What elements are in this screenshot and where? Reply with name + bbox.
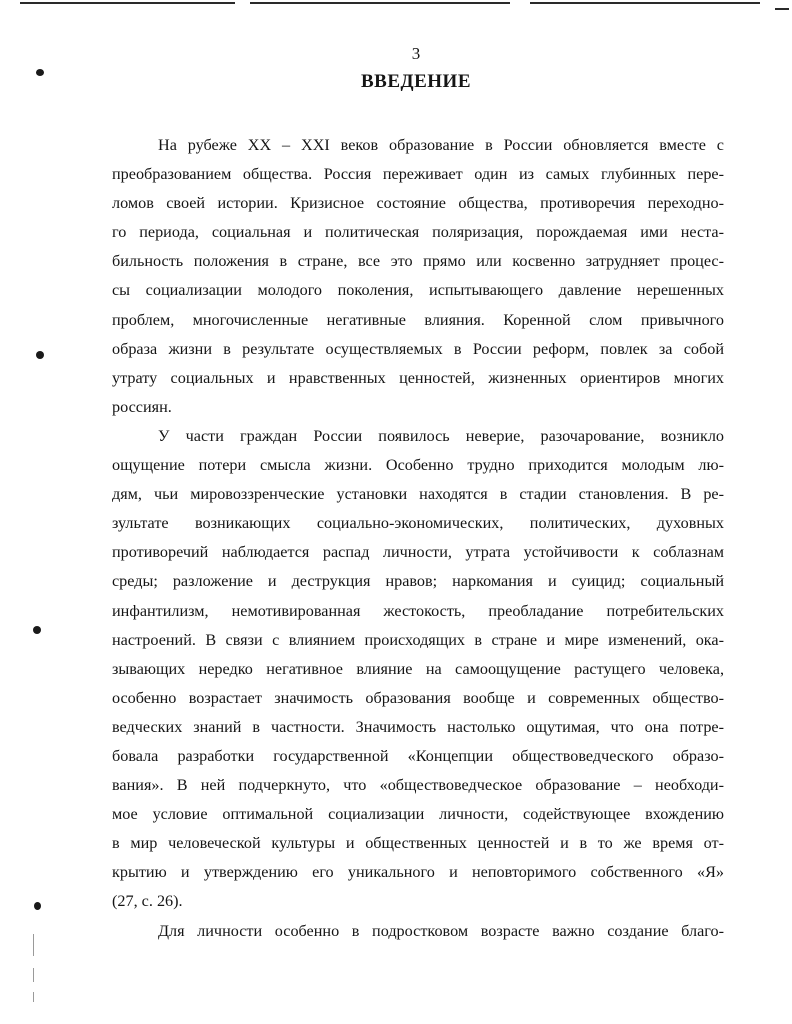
text-line: мое условие оптимальной социализации личности, содействующее вхождению: [112, 805, 724, 824]
text-line: крытию и утверждению его уникального и неповторимого собственного «Я»: [112, 863, 724, 882]
text-line: дям, чьи мировоззренческие установки находятся в стадии становления. В ре-: [112, 485, 724, 504]
punch-hole-mark: [34, 902, 41, 910]
punch-hole-mark: [36, 351, 44, 359]
paragraph: [112, 422, 724, 917]
text-line: проблем, многочисленные негативные влияния. Коренной слом привычного: [112, 310, 724, 329]
text-line: зывающих нередко негативное влияние на самоощущение растущего человека,: [112, 659, 724, 678]
top-rule-left: [20, 2, 235, 4]
text-line: образа жизни в результате осуществляемых в России реформ, повлек за собой: [112, 339, 724, 358]
text-line: На рубеже XX – XXI веков образование в России обновляется вместе с: [158, 136, 724, 154]
text-line: ощущение потери смысла жизни. Особенно трудно приходится молодым лю-: [112, 456, 724, 475]
text-line: ведческих знаний в частности. Значимость настолько ощутимая, что она потре-: [112, 717, 724, 736]
text-line: го периода, социальная и политическая поляризация, порождаемая ими неста-: [112, 223, 724, 242]
edge-mark: [33, 934, 34, 956]
top-rule-right: [530, 2, 760, 4]
text-line: преобразованием общества. Россия переживает один из самых глубинных пере-: [112, 165, 724, 184]
text-line: среды; разложение и деструкция нравов; наркомания и суицид; социальный: [112, 572, 724, 591]
text-line: бильность положения в стране, все это прямо или косвенно затрудняет процес-: [112, 252, 724, 271]
top-rule-middle: [250, 2, 510, 4]
text-line: бовала разработки государственной «Концепции обществоведческого образо-: [112, 746, 724, 765]
text-line: россиян.: [112, 397, 172, 416]
top-rule-corner: [775, 8, 789, 10]
edge-mark: [33, 992, 34, 1002]
edge-mark: [33, 968, 34, 982]
page-title: ВВЕДЕНИЕ: [361, 71, 471, 92]
paragraph: [112, 131, 724, 422]
text-line: утрату социальных и нравственных ценностей, жизненных ориентиров многих: [112, 368, 724, 387]
text-line: (27, с. 26).: [112, 892, 183, 911]
text-line: ломов своей истории. Кризисное состояние общества, противоречия переходно-: [112, 194, 724, 213]
text-line: сы социализации молодого поколения, испытывающего давление нерешенных: [112, 281, 724, 300]
punch-hole-mark: [33, 626, 41, 634]
paragraph: [112, 917, 724, 946]
body-text: [112, 131, 724, 946]
page-number: 3: [411, 44, 421, 63]
text-line: противоречий наблюдается распад личности, утрата устойчивости к соблазнам: [112, 543, 724, 562]
text-line: в мир человеческой культуры и общественных ценностей и в то же время от-: [112, 834, 724, 853]
text-line: особенно возрастает значимость образования вообще и современных общество-: [112, 688, 724, 707]
text-line: У части граждан России появилось неверие, разочарование, возникло: [158, 426, 724, 445]
text-line: инфантилизм, немотивированная жестокость, преобладание потребительских: [112, 601, 724, 620]
text-line: зультате возникающих социально-экономических, политических, духовных: [112, 514, 724, 533]
text-line: настроений. В связи с влиянием происходящих в стране и мире изменений, ока-: [112, 630, 724, 649]
text-line: вания». В ней подчеркнуто, что «обществоведческое образование – необходи-: [112, 776, 724, 795]
text-line: Для личности особенно в подростковом возрасте важно создание благо-: [158, 921, 724, 940]
